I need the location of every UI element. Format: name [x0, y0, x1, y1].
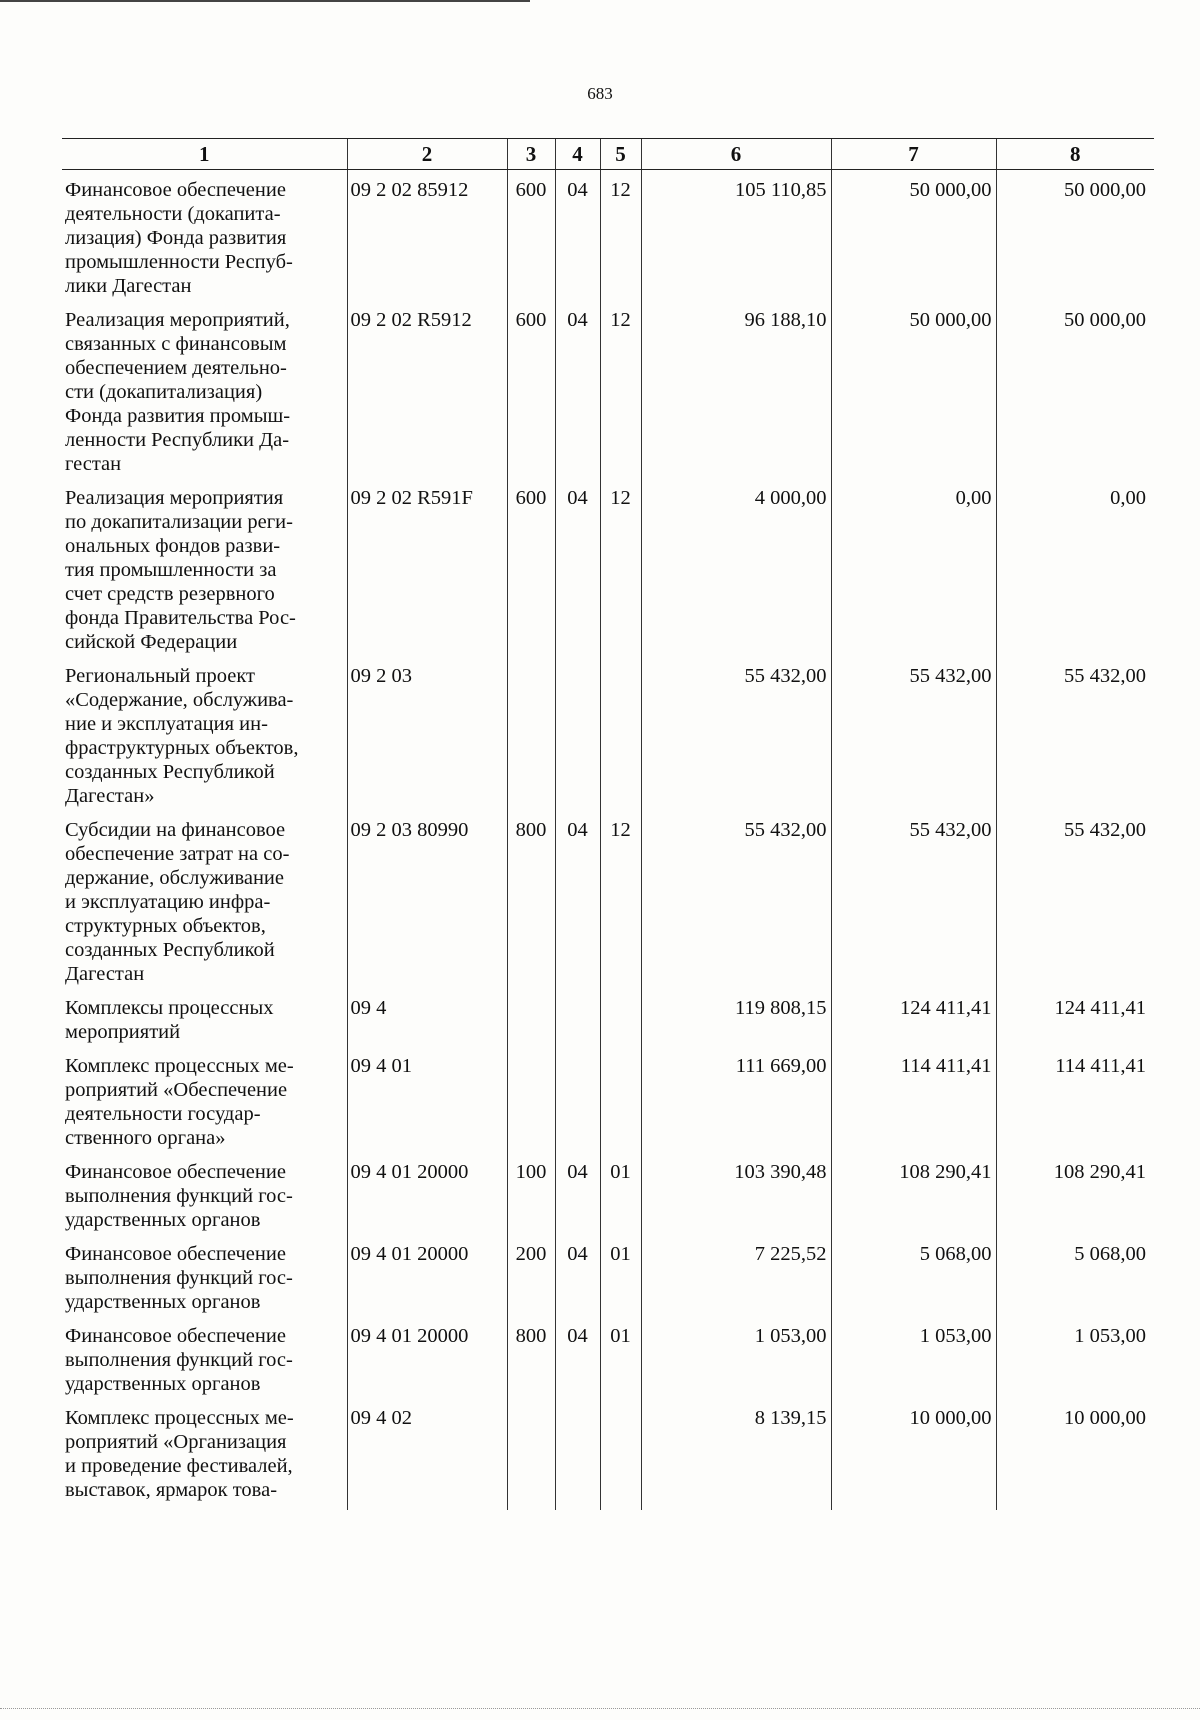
- column-header-6: 6: [641, 139, 831, 170]
- spacer-cell: [507, 1502, 555, 1510]
- row-code-cell: 09 2 02 85912: [347, 170, 507, 299]
- spacer-cell: [641, 1502, 831, 1510]
- column-header-3: 3: [507, 139, 555, 170]
- row-name-line: структурных объектов,: [65, 915, 266, 937]
- row-name-line: обеспечением деятельно-: [65, 357, 287, 379]
- row-value8-cell: 55 432,00: [996, 654, 1154, 808]
- row-col4-cell: 04: [555, 298, 600, 476]
- row-name-line: деятельности государ-: [65, 1103, 261, 1125]
- row-value7-cell: 5 068,00: [831, 1232, 996, 1314]
- row-name-line: выставок, ярмарок това-: [65, 1479, 278, 1501]
- row-name-line: роприятий «Организация: [65, 1431, 287, 1453]
- row-name-cell: [62, 298, 347, 476]
- row-value6-cell: 96 188,10: [641, 298, 831, 476]
- row-value8-cell: 108 290,41: [996, 1150, 1154, 1232]
- row-col3-cell: 100: [507, 1150, 555, 1232]
- row-value7-cell: 55 432,00: [831, 654, 996, 808]
- row-code-cell: 09 2 03: [347, 654, 507, 808]
- row-name-cell: [62, 1314, 347, 1396]
- row-col5-cell: [600, 1396, 641, 1502]
- table-row: [62, 808, 1154, 986]
- spacer-cell: [831, 1502, 996, 1510]
- row-value8-cell: 50 000,00: [996, 298, 1154, 476]
- row-name-line: сти (докапитализация): [65, 381, 263, 403]
- row-col3-cell: 800: [507, 1314, 555, 1396]
- row-value8-cell: 5 068,00: [996, 1232, 1154, 1314]
- row-name-line: Реализация мероприятий,: [65, 309, 290, 331]
- row-code-cell: 09 4 01 20000: [347, 1232, 507, 1314]
- row-col3-cell: 600: [507, 476, 555, 654]
- row-col5-cell: 12: [600, 170, 641, 299]
- row-name-line: ударственных органов: [65, 1373, 261, 1395]
- row-col3-cell: [507, 654, 555, 808]
- row-col3-cell: 600: [507, 298, 555, 476]
- row-name-cell: [62, 170, 347, 299]
- row-name-line: связанных с финансовым: [65, 333, 287, 355]
- table-row: [62, 476, 1154, 654]
- row-value6-cell: 111 669,00: [641, 1044, 831, 1150]
- row-code-cell: 09 4 02: [347, 1396, 507, 1502]
- row-col5-cell: [600, 1044, 641, 1150]
- row-value7-cell: 50 000,00: [831, 170, 996, 299]
- row-name-line: деятельности (докапита-: [65, 203, 281, 225]
- row-name-line: Реализация мероприятия: [65, 487, 284, 509]
- row-name-line: держание, обслуживание: [65, 867, 285, 889]
- spacer-cell: [996, 1502, 1154, 1510]
- row-name-line: роприятий «Обеспечение: [65, 1079, 288, 1101]
- row-col5-cell: 01: [600, 1150, 641, 1232]
- row-col4-cell: [555, 654, 600, 808]
- row-name-line: выполнения функций гос-: [65, 1349, 293, 1371]
- row-name-line: ударственных органов: [65, 1209, 261, 1231]
- row-name-line: гестан: [65, 453, 122, 475]
- row-value8-cell: 0,00: [996, 476, 1154, 654]
- row-name-line: Финансовое обеспечение: [65, 1325, 286, 1347]
- table-row: [62, 1044, 1154, 1150]
- row-col5-cell: 12: [600, 298, 641, 476]
- row-col5-cell: [600, 654, 641, 808]
- row-col3-cell: [507, 986, 555, 1044]
- row-name-cell: [62, 1044, 347, 1150]
- column-header-2: 2: [347, 139, 507, 170]
- row-value6-cell: 103 390,48: [641, 1150, 831, 1232]
- spacer-cell: [600, 1502, 641, 1510]
- scan-bottom-edge: [0, 1708, 1200, 1710]
- row-name-line: ственного органа»: [65, 1127, 226, 1149]
- row-name-line: промышленности Респуб-: [65, 251, 293, 273]
- row-col4-cell: 04: [555, 1232, 600, 1314]
- row-col5-cell: [600, 986, 641, 1044]
- row-value6-cell: 105 110,85: [641, 170, 831, 299]
- row-name-line: Дагестан: [65, 963, 145, 985]
- row-name-line: мероприятий: [65, 1021, 181, 1043]
- row-value6-cell: 55 432,00: [641, 808, 831, 986]
- row-value8-cell: 50 000,00: [996, 170, 1154, 299]
- row-col4-cell: [555, 1396, 600, 1502]
- row-col5-cell: 01: [600, 1232, 641, 1314]
- row-col4-cell: 04: [555, 170, 600, 299]
- table-body: [62, 170, 1154, 1511]
- row-value6-cell: 1 053,00: [641, 1314, 831, 1396]
- row-code-cell: 09 2 02 R5912: [347, 298, 507, 476]
- row-value8-cell: 1 053,00: [996, 1314, 1154, 1396]
- row-value8-cell: 55 432,00: [996, 808, 1154, 986]
- column-header-7: 7: [831, 139, 996, 170]
- row-name-cell: [62, 476, 347, 654]
- row-name-line: и проведение фестивалей,: [65, 1455, 293, 1477]
- row-name-line: фонда Правительства Рос-: [65, 607, 296, 629]
- table-header-row: [62, 139, 1154, 170]
- spacer-cell: [62, 1502, 347, 1510]
- row-name-line: Комплекс процессных ме-: [65, 1407, 294, 1429]
- row-value7-cell: 10 000,00: [831, 1396, 996, 1502]
- row-code-cell: 09 4 01 20000: [347, 1314, 507, 1396]
- row-name-line: Финансовое обеспечение: [65, 179, 286, 201]
- row-value7-cell: 108 290,41: [831, 1150, 996, 1232]
- row-name-line: Субсидии на финансовое: [65, 819, 286, 841]
- table-row: [62, 298, 1154, 476]
- row-name-line: ональных фондов разви-: [65, 535, 281, 557]
- row-name-line: Комплексы процессных: [65, 997, 274, 1019]
- row-name-line: Комплекс процессных ме-: [65, 1055, 294, 1077]
- table-row: [62, 654, 1154, 808]
- spacer-cell: [347, 1502, 507, 1510]
- row-name-line: «Содержание, обслужива-: [65, 689, 294, 711]
- row-name-line: обеспечение затрат на со-: [65, 843, 290, 865]
- row-value7-cell: 124 411,41: [831, 986, 996, 1044]
- row-col4-cell: 04: [555, 476, 600, 654]
- column-header-5: 5: [600, 139, 641, 170]
- row-col4-cell: 04: [555, 1150, 600, 1232]
- row-value7-cell: 114 411,41: [831, 1044, 996, 1150]
- row-name-line: сийской Федерации: [65, 631, 238, 653]
- table-row: [62, 1150, 1154, 1232]
- row-value6-cell: 4 000,00: [641, 476, 831, 654]
- table-row: [62, 986, 1154, 1044]
- row-col5-cell: 01: [600, 1314, 641, 1396]
- row-name-line: выполнения функций гос-: [65, 1185, 293, 1207]
- row-code-cell: 09 4: [347, 986, 507, 1044]
- column-header-8: 8: [996, 139, 1154, 170]
- row-value6-cell: 7 225,52: [641, 1232, 831, 1314]
- row-value7-cell: 0,00: [831, 476, 996, 654]
- scan-top-rule: [0, 0, 520, 2]
- table-spacer-row: [62, 1502, 1154, 1510]
- row-value6-cell: 119 808,15: [641, 986, 831, 1044]
- row-name-line: ние и эксплуатация ин-: [65, 713, 268, 735]
- row-name-line: и эксплуатацию инфра-: [65, 891, 271, 913]
- row-code-cell: 09 2 02 R591F: [347, 476, 507, 654]
- row-name-cell: [62, 654, 347, 808]
- row-col3-cell: [507, 1396, 555, 1502]
- row-value8-cell: 10 000,00: [996, 1396, 1154, 1502]
- page-number: 683: [587, 84, 613, 103]
- table-row: [62, 1314, 1154, 1396]
- row-col3-cell: 600: [507, 170, 555, 299]
- row-col3-cell: 800: [507, 808, 555, 986]
- row-value8-cell: 124 411,41: [996, 986, 1154, 1044]
- row-col3-cell: [507, 1044, 555, 1150]
- row-value7-cell: 1 053,00: [831, 1314, 996, 1396]
- row-value6-cell: 55 432,00: [641, 654, 831, 808]
- row-name-cell: [62, 1232, 347, 1314]
- row-name-line: ударственных органов: [65, 1291, 261, 1313]
- row-value7-cell: 55 432,00: [831, 808, 996, 986]
- budget-table: [62, 138, 1154, 1510]
- row-name-line: счет средств резервного: [65, 583, 275, 605]
- row-name-line: созданных Республикой: [65, 761, 275, 783]
- row-name-line: Финансовое обеспечение: [65, 1243, 286, 1265]
- row-name-line: выполнения функций гос-: [65, 1267, 293, 1289]
- row-col4-cell: [555, 986, 600, 1044]
- row-value8-cell: 114 411,41: [996, 1044, 1154, 1150]
- table-row: [62, 170, 1154, 299]
- row-col4-cell: [555, 1044, 600, 1150]
- row-name-line: фраструктурных объектов,: [65, 737, 299, 759]
- row-col5-cell: 12: [600, 808, 641, 986]
- row-value7-cell: 50 000,00: [831, 298, 996, 476]
- row-name-line: Финансовое обеспечение: [65, 1161, 286, 1183]
- row-code-cell: 09 4 01: [347, 1044, 507, 1150]
- row-col4-cell: 04: [555, 808, 600, 986]
- row-name-line: созданных Республикой: [65, 939, 275, 961]
- row-col4-cell: 04: [555, 1314, 600, 1396]
- row-name-line: лики Дагестан: [65, 275, 192, 297]
- row-name-line: тия промышленности за: [65, 559, 277, 581]
- row-name-line: лизация) Фонда развития: [65, 227, 287, 249]
- row-name-cell: [62, 986, 347, 1044]
- row-name-line: Дагестан»: [65, 785, 155, 807]
- scan-top-rule: [505, 0, 530, 2]
- column-header-4: 4: [555, 139, 600, 170]
- row-name-cell: [62, 808, 347, 986]
- row-name-line: Региональный проект: [65, 665, 255, 687]
- row-name-cell: [62, 1396, 347, 1502]
- row-col3-cell: 200: [507, 1232, 555, 1314]
- column-header-1: 1: [62, 139, 347, 170]
- row-name-cell: [62, 1150, 347, 1232]
- row-code-cell: 09 2 03 80990: [347, 808, 507, 986]
- spacer-cell: [555, 1502, 600, 1510]
- row-value6-cell: 8 139,15: [641, 1396, 831, 1502]
- table-row: [62, 1232, 1154, 1314]
- row-name-line: Фонда развития промыш-: [65, 405, 291, 427]
- row-name-line: по докапитализации реги-: [65, 511, 293, 533]
- table-row: [62, 1396, 1154, 1502]
- row-col5-cell: 12: [600, 476, 641, 654]
- row-name-line: ленности Республики Да-: [65, 429, 290, 451]
- row-code-cell: 09 4 01 20000: [347, 1150, 507, 1232]
